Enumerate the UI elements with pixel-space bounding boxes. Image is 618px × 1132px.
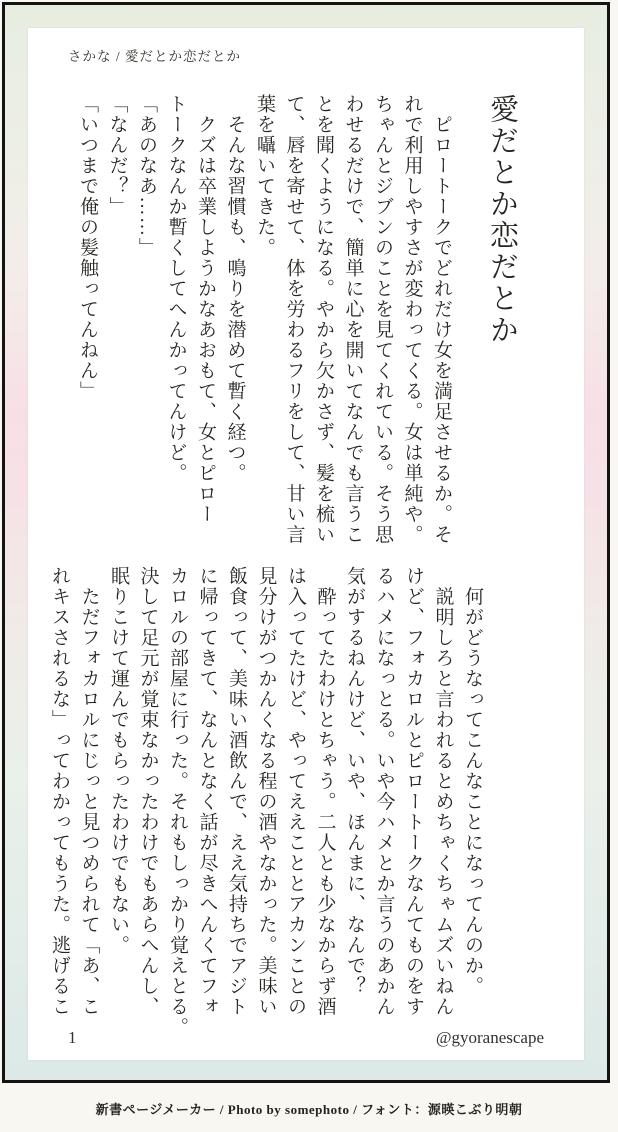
text-line: に帰ってきて、なんとなく話が尽きへんくてフォ xyxy=(196,566,218,1017)
text-line: わせるだけで、簡単に心を開いてなんでも言うこ xyxy=(342,94,364,545)
text-line: トークなんか暫くしてへんかってんけど。 xyxy=(165,94,187,484)
text-line: とを聞くようになる。やから欠かさず、髪を梳い xyxy=(313,94,334,545)
text-line: 飯食って、美味い酒飲んで、ええ気持ちでアジト xyxy=(226,566,247,1017)
watercolor-frame xyxy=(2,2,610,1083)
page-number: 1 xyxy=(68,1028,77,1047)
credit-handle: @gyoranescape xyxy=(435,1028,544,1047)
text-line: けど、フォカロルとピロートークなんてものをす xyxy=(403,566,424,1017)
text-line: 「あのなあ……」 xyxy=(136,94,157,258)
section1-lines xyxy=(73,94,457,564)
text-line: 「なんだ？」 xyxy=(106,94,128,217)
text-line: 酔ってたわけとちゃう。二人とも少なからず酒 xyxy=(314,566,336,1017)
section-top xyxy=(73,94,549,564)
text-line: ちゃんとジブンのことを見てくれている。そう思 xyxy=(372,94,393,545)
text-line: 見分けがつかんくなる程の酒やなかった。美味い xyxy=(255,566,277,1017)
generator-caption: 新書ページメーカー / Photo by somephoto / フォント：源暎こぶり明朝 xyxy=(95,1102,523,1117)
text-line: カロルの部屋に行った。それもしっかり覚えとる。 xyxy=(167,566,188,1038)
text-line: クズは卒業しようかなあおもて、女とピロー xyxy=(195,94,216,525)
story-title: 愛だとか恋だとか xyxy=(486,94,518,346)
text-line: 眠りこけて運んでもらったわけでもない。 xyxy=(108,566,129,956)
text-line: 葉を囁いてきた。 xyxy=(254,94,275,258)
text-line: れで利用しやすさが変わってくる。女は単純や。 xyxy=(401,94,423,545)
text-line: るハメになっとる。いや今ハメとか言うのあかん xyxy=(373,566,395,1017)
text-line: ただフォカロルにじっと見つめられて「あ、こ xyxy=(78,566,100,1017)
text-line: は入ってたけど、やってええこととアカンことの xyxy=(285,566,306,1017)
text-line: れキスされるな」ってわかってもうた。逃げるこ xyxy=(49,566,70,1017)
text-line: 何がどうなってこんなことになってんのか。 xyxy=(462,566,483,997)
book-page xyxy=(28,28,584,1060)
page-header-breadcrumb: さかな / 愛だとか恋だとか xyxy=(68,49,242,64)
section2-lines xyxy=(45,566,488,1036)
text-line: 「いつまで俺の髪触ってんねん」 xyxy=(77,94,98,402)
page-footer xyxy=(68,1028,544,1048)
text-line: 決して足元が覚束なかったわけでもあらへんし、 xyxy=(137,566,159,1017)
text-line: て、唇を寄せて、体を労わるフリをして、甘い言 xyxy=(283,94,305,545)
text-line: 気がするねんけど、いや、ほんまに、なんで？ xyxy=(344,566,365,997)
text-line: 説明しろと言われるとめちゃくちゃムズいねん xyxy=(432,566,454,1017)
text-line: ピロートークでどれだけ女を満足させるか。そ xyxy=(431,94,452,545)
text-line: そんな習慣も、鳴りを潜めて暫く経つ。 xyxy=(224,94,246,484)
section-bottom xyxy=(45,566,488,1036)
